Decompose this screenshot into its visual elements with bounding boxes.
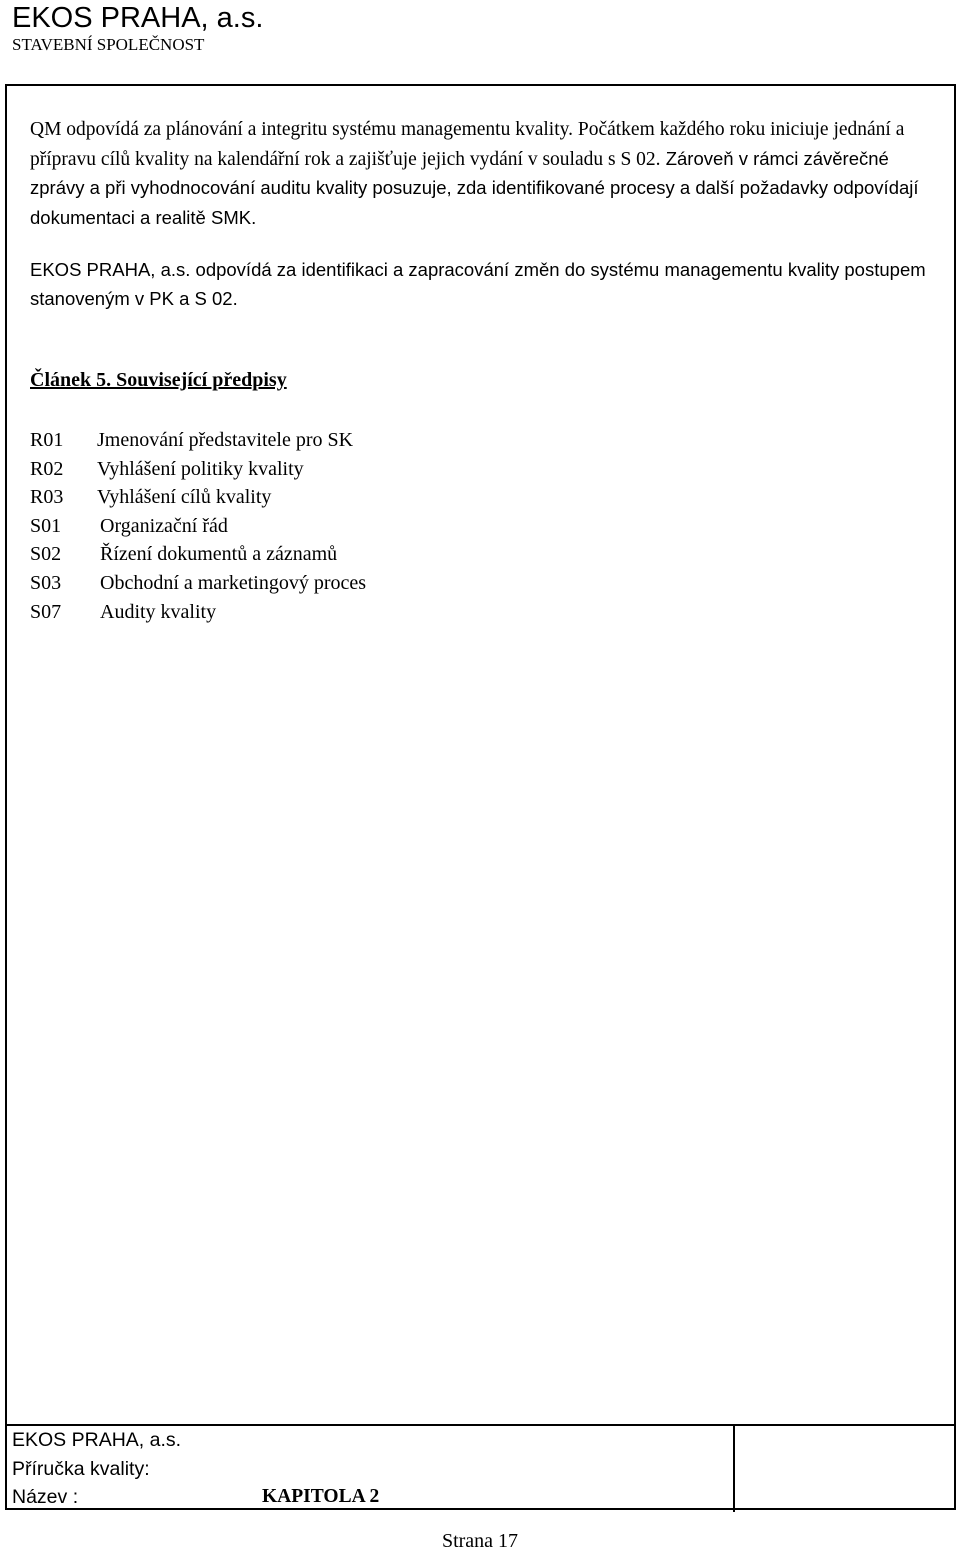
regulation-code: S07 bbox=[30, 600, 62, 623]
page-header bbox=[12, 0, 263, 55]
regulation-title: Organizační řád bbox=[100, 514, 228, 537]
footer-company: EKOS PRAHA, a.s. bbox=[12, 1429, 182, 1451]
footer-manual-label: Příručka kvality: bbox=[12, 1458, 150, 1480]
footer-name-label: Název : bbox=[12, 1486, 79, 1508]
regulation-title: Vyhlášení politiky kvality bbox=[97, 457, 304, 480]
regulation-title: Řízení dokumentů a záznamů bbox=[100, 543, 338, 566]
header-company-name: EKOS PRAHA, a.s. bbox=[12, 2, 264, 34]
paragraph-part-a: QM odpovídá za plánování a integritu systému managementu kvality. Počátkem každého roku iniciuje jednání a přípravu cílů kvality na kalendářní rok a zajišťuje jejich vydání v souladu s S 02. bbox=[30, 119, 905, 170]
paragraph-qm-responsibility bbox=[30, 116, 945, 233]
footer-box bbox=[5, 1424, 956, 1512]
paragraph-company-responsibility: EKOS PRAHA, a.s. odpovídá za identifikaci a zapracování změn do systému managementu kvality postupem stanoveným v PK a S 02. bbox=[30, 259, 926, 309]
footer-divider bbox=[733, 1426, 735, 1512]
regulation-code: S02 bbox=[30, 543, 62, 566]
regulation-code: R01 bbox=[30, 429, 64, 451]
regulation-title: Obchodní a marketingový proces bbox=[100, 571, 367, 594]
regulation-title: Vyhlášení cílů kvality bbox=[97, 486, 272, 509]
regulation-title: Jmenování představitele pro SK bbox=[97, 429, 354, 451]
regulation-code: S03 bbox=[30, 571, 62, 594]
regulation-code: S01 bbox=[30, 514, 62, 537]
footer-chapter: KAPITOLA 2 bbox=[262, 1486, 380, 1507]
footer-name-row bbox=[12, 1486, 380, 1509]
regulation-code: R02 bbox=[30, 457, 64, 480]
header-subtitle: STAVEBNÍ SPOLEČNOST bbox=[12, 35, 205, 54]
page-number: Strana 17 bbox=[441, 1530, 519, 1552]
paragraph-part-b: Zároveň v rámci závěrečné zprávy a při vyhodnocování auditu kvality posuzuje, zda identifikované procesy a další požadavky odpovídají dokumentaci a realitě SMK. bbox=[30, 147, 919, 228]
section-heading: Článek 5. Související předpisy bbox=[30, 369, 287, 391]
regulation-title: Audity kvality bbox=[100, 600, 217, 623]
regulation-code: R03 bbox=[30, 486, 64, 509]
